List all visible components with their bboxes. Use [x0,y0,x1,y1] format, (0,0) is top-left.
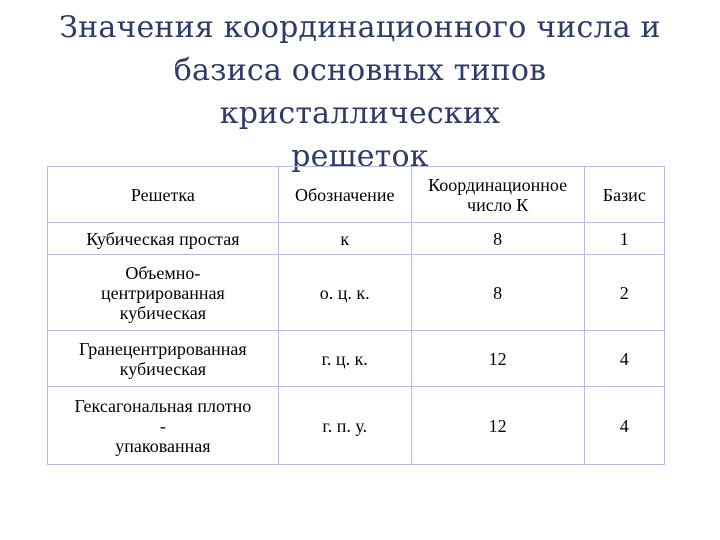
header-coordination-number: Координационное число К [411,167,584,223]
cell-coordination-number: 8 [411,255,584,331]
cell-lattice: Гексагональная плотно - упакованная [48,387,279,465]
cell-basis: 4 [584,387,664,465]
cell-lattice: Кубическая простая [48,223,279,255]
cell-basis: 1 [584,223,664,255]
header-lattice: Решетка [48,167,279,223]
table-row [48,255,665,331]
table-row [48,223,665,255]
cell-coordination-number: 8 [411,223,584,255]
cell-lattice: Объемно- центрированная кубическая [48,255,279,331]
table-row [48,387,665,465]
table-header-row [48,167,665,223]
cell-coordination-number: 12 [411,387,584,465]
cell-designation: к [278,223,411,255]
cell-lattice: Гранецентрированная кубическая [48,331,279,387]
slide-title: Значения координационного числа и базиса основных типов кристаллических решеток [59,10,661,174]
cell-designation: г. п. у. [278,387,411,465]
cell-basis: 2 [584,255,664,331]
header-basis: Базис [584,167,664,223]
table-row [48,331,665,387]
cell-coordination-number: 12 [411,331,584,387]
lattice-table [47,166,665,465]
cell-designation: г. ц. к. [278,331,411,387]
header-designation: Обозначение [278,167,411,223]
cell-basis: 4 [584,331,664,387]
cell-designation: о. ц. к. [278,255,411,331]
